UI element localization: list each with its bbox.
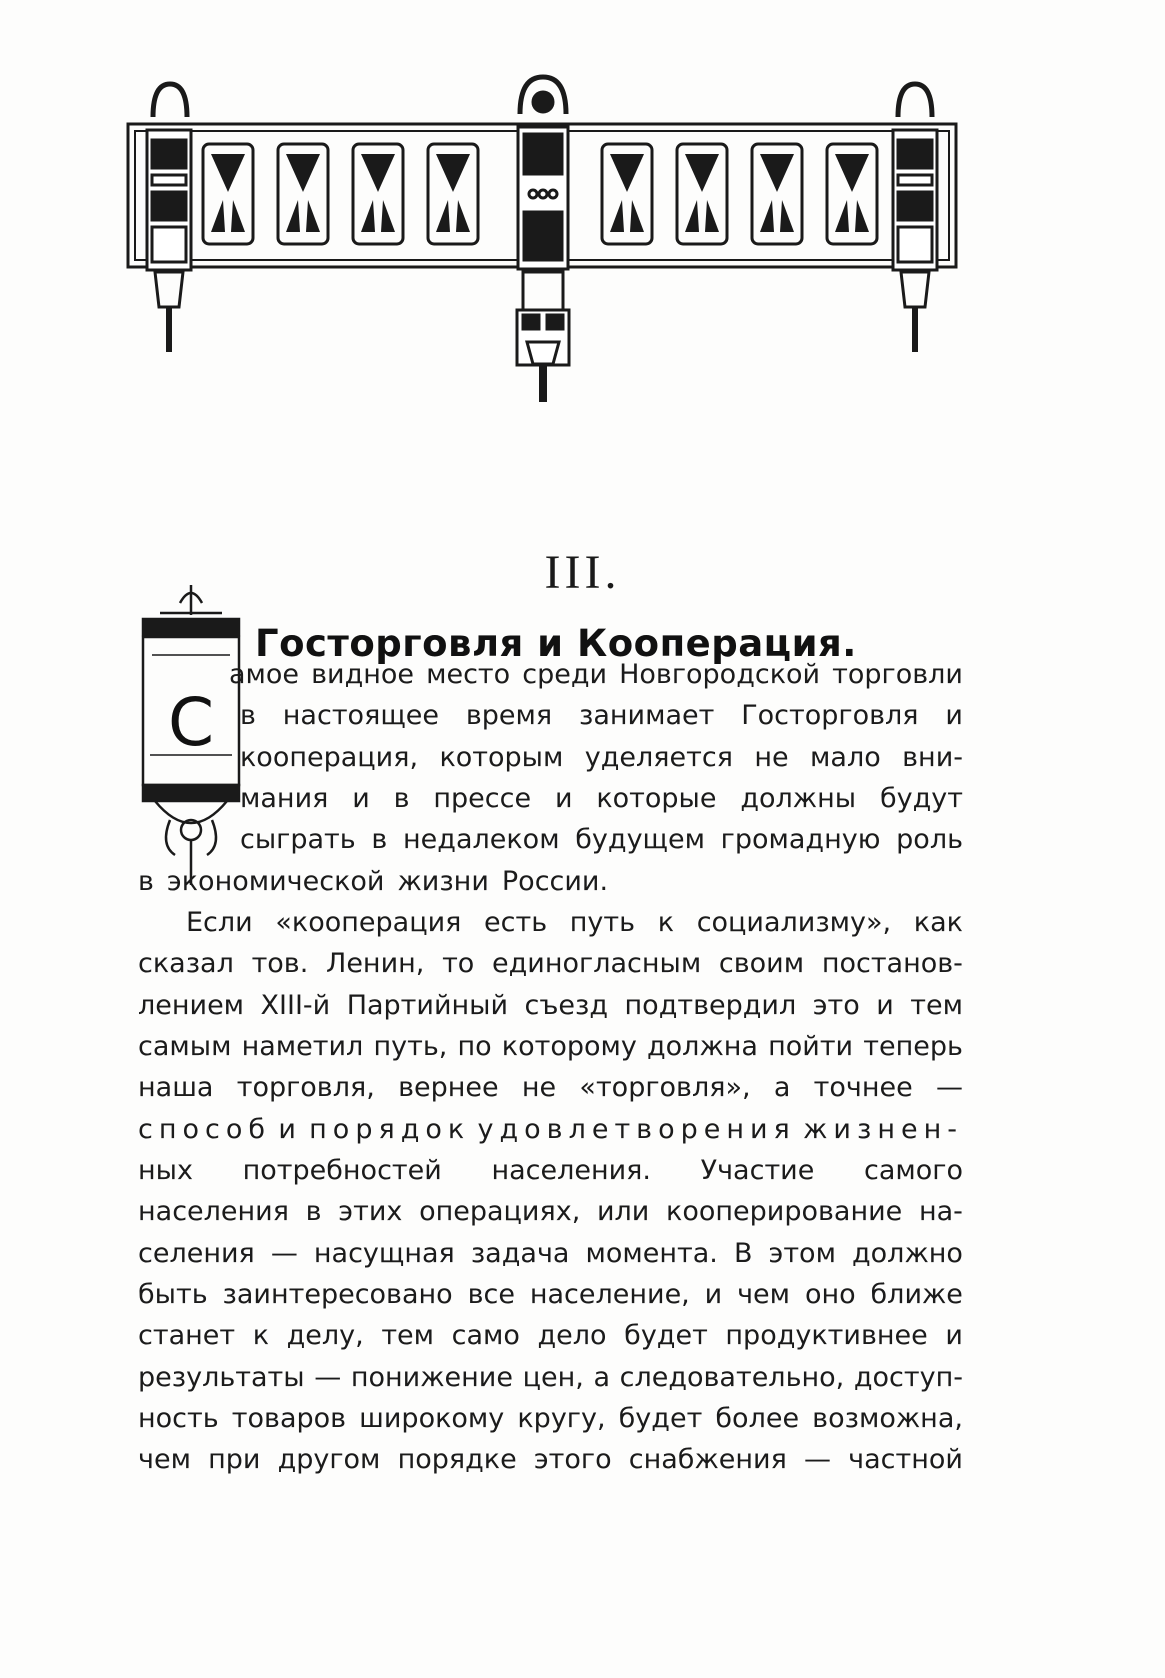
word: насущная: [313, 1238, 455, 1269]
word: «кооперация: [275, 907, 462, 938]
word: широкому: [359, 1403, 505, 1434]
word: населения.: [491, 1155, 652, 1186]
word: Участие: [700, 1155, 815, 1186]
word: кругу,: [517, 1403, 606, 1434]
word: товаров: [231, 1403, 347, 1434]
word: население,: [529, 1279, 690, 1310]
text-line: [138, 1275, 963, 1315]
word: которые: [596, 783, 717, 814]
word: в: [393, 783, 410, 814]
text-line: [240, 820, 963, 860]
word: недалеком: [403, 824, 560, 855]
word: В: [733, 1238, 753, 1269]
word: мало: [810, 742, 881, 773]
word: должно: [852, 1238, 963, 1269]
word: этих: [338, 1196, 403, 1227]
word: и: [704, 1279, 723, 1310]
word: более: [715, 1403, 800, 1434]
word: России.: [501, 866, 609, 897]
word: будет: [624, 1320, 708, 1351]
word: и: [945, 1320, 963, 1351]
word: потребностей: [242, 1155, 442, 1186]
word: прессе: [433, 783, 532, 814]
word: Партийный: [346, 990, 509, 1021]
word: время: [465, 700, 553, 731]
word: момента.: [585, 1238, 718, 1269]
word: по: [457, 1031, 492, 1062]
word: само: [451, 1320, 520, 1351]
word: селения: [138, 1238, 255, 1269]
text-line: [138, 1151, 963, 1191]
text-line: [138, 1440, 963, 1480]
word: —: [270, 1238, 298, 1269]
word: сыграть: [240, 824, 356, 855]
word: —: [935, 1072, 963, 1103]
word: станет: [138, 1320, 236, 1351]
word: другом: [277, 1444, 381, 1475]
word: понижение: [350, 1362, 513, 1393]
word: в: [371, 824, 388, 855]
word: порядок: [309, 1114, 471, 1145]
word: роль: [896, 824, 963, 855]
word: занимает: [578, 700, 715, 731]
word: дело: [537, 1320, 607, 1351]
text-line: [138, 1027, 963, 1067]
word: цен,: [522, 1362, 584, 1393]
word: есть: [484, 907, 548, 938]
word: Новгородской: [619, 659, 821, 690]
text-line: [138, 986, 963, 1026]
word: тов.: [251, 948, 309, 979]
word: частной: [848, 1444, 963, 1475]
word: Ленин,: [326, 948, 425, 979]
word: точнее: [813, 1072, 913, 1103]
word: на-: [918, 1196, 963, 1227]
word: кооперирование: [666, 1196, 903, 1227]
word: способ: [138, 1114, 272, 1145]
word: в: [240, 700, 256, 731]
word: жизнен-: [803, 1114, 963, 1145]
chapter-number: III.: [544, 546, 621, 599]
drop-cap-letter: С: [167, 684, 215, 761]
word: лением: [138, 990, 245, 1021]
word: продуктивнее: [725, 1320, 928, 1351]
text-line: [138, 862, 963, 902]
headpiece-ornament: [125, 72, 1050, 442]
word: операциях,: [419, 1196, 581, 1227]
word: постанов-: [821, 948, 963, 979]
word: удовлетворения: [477, 1114, 796, 1145]
word: наша: [138, 1072, 214, 1103]
text-line: [240, 696, 963, 736]
word: Госторговля: [741, 700, 919, 731]
word: среди: [522, 659, 608, 690]
word: которому: [501, 1031, 637, 1062]
word: место: [426, 659, 511, 690]
word: к: [657, 907, 675, 938]
word: самым: [138, 1031, 232, 1062]
word: ность: [138, 1403, 219, 1434]
word: то: [442, 948, 475, 979]
word: путь: [569, 907, 636, 938]
word: чем: [138, 1444, 191, 1475]
text-line: [186, 903, 963, 943]
word: при: [208, 1444, 261, 1475]
word: подтвердил: [624, 990, 797, 1021]
word: Если: [186, 907, 253, 938]
word: не: [521, 1072, 557, 1103]
word: не: [754, 742, 789, 773]
word: мания: [240, 783, 329, 814]
word: громадную: [720, 824, 881, 855]
word: этом: [768, 1238, 836, 1269]
word: экономической: [166, 866, 385, 897]
text-line: [229, 655, 963, 695]
chapter-title: Госторговля и Кооперация.: [255, 622, 857, 665]
text-line: [138, 944, 963, 984]
word: должны: [740, 783, 857, 814]
word: амое: [229, 659, 300, 690]
text-line: [138, 1068, 963, 1108]
word: снабжения: [628, 1444, 787, 1475]
word: съезд: [524, 990, 609, 1021]
text-line: [138, 1110, 963, 1150]
word: задача: [470, 1238, 570, 1269]
word: своим: [718, 948, 805, 979]
word: чем: [737, 1279, 791, 1310]
word: заинтересовано: [222, 1279, 453, 1310]
word: это: [812, 990, 860, 1021]
word: тем: [381, 1320, 435, 1351]
text-line: [138, 1399, 963, 1439]
word: ных: [138, 1155, 193, 1186]
word: уделяется: [584, 742, 733, 773]
word: все: [467, 1279, 515, 1310]
word: и: [876, 990, 894, 1021]
word: теперь: [863, 1031, 963, 1062]
word: которым: [439, 742, 564, 773]
word: торговли: [832, 659, 963, 690]
word: тем: [910, 990, 963, 1021]
word: торговля,: [236, 1072, 375, 1103]
word: делу,: [286, 1320, 364, 1351]
word: и: [278, 1114, 302, 1145]
text-line: [138, 1316, 963, 1356]
word: в: [305, 1196, 322, 1227]
text-line: [138, 1192, 963, 1232]
word: «торговля»,: [579, 1072, 751, 1103]
word: будущем: [575, 824, 705, 855]
word: пойти: [768, 1031, 854, 1062]
word: населения: [138, 1196, 289, 1227]
word: жизни: [397, 866, 489, 897]
word: порядке: [397, 1444, 517, 1475]
word: или: [596, 1196, 650, 1227]
word: и: [554, 783, 573, 814]
word: следовательно,: [619, 1362, 845, 1393]
word: путь,: [373, 1031, 448, 1062]
word: оно: [804, 1279, 856, 1310]
word: настоящее: [282, 700, 439, 731]
word: должна: [647, 1031, 758, 1062]
word: вернее: [398, 1072, 499, 1103]
word: ближе: [870, 1279, 963, 1310]
word: кооперация,: [240, 742, 419, 773]
word: видное: [311, 659, 415, 690]
word: наметил: [241, 1031, 364, 1062]
text-line: [240, 779, 963, 819]
word: в: [138, 866, 154, 897]
word: будут: [879, 783, 963, 814]
word: —: [803, 1444, 831, 1475]
word: сказал: [138, 948, 234, 979]
word: самого: [863, 1155, 963, 1186]
word: результаты: [138, 1362, 305, 1393]
word: —: [314, 1362, 342, 1393]
word: XIII-й: [260, 990, 331, 1021]
word: будет: [618, 1403, 703, 1434]
text-line: [138, 1234, 963, 1274]
text-line: [138, 1358, 963, 1398]
text-line: [240, 738, 963, 778]
word: а: [773, 1072, 791, 1103]
word: быть: [138, 1279, 208, 1310]
word: и: [352, 783, 370, 814]
word: а: [593, 1362, 610, 1393]
word: к: [252, 1320, 270, 1351]
word: единогласным: [492, 948, 702, 979]
word: социализму»,: [696, 907, 892, 938]
word: доступ-: [853, 1362, 963, 1393]
word: вни-: [902, 742, 963, 773]
word: возможна,: [812, 1403, 963, 1434]
word: как: [913, 907, 963, 938]
word: этого: [533, 1444, 612, 1475]
word: и: [945, 700, 963, 731]
